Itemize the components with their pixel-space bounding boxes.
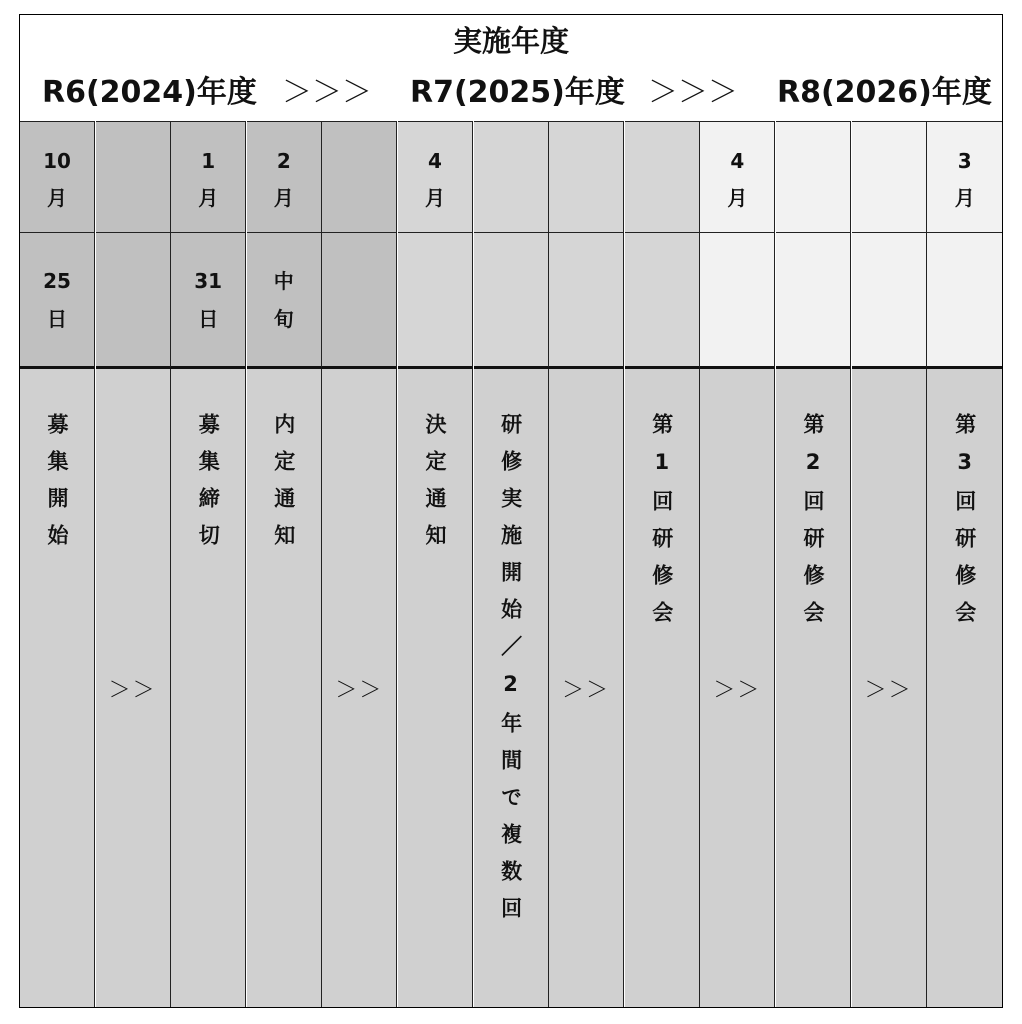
month-text: 月 — [727, 186, 748, 210]
day-cell — [927, 233, 1002, 369]
event-label: 募集開始 — [45, 413, 69, 561]
month-text: 月 — [273, 186, 294, 210]
timeline-column — [625, 121, 700, 1007]
arrow-label: ＞＞ — [864, 677, 913, 703]
timeline-column — [96, 121, 171, 1007]
event-cell — [474, 369, 549, 1007]
month-text: 1 — [201, 149, 216, 173]
page-title: 実施年度 — [452, 24, 569, 58]
month-cell — [549, 121, 624, 233]
day-text: 中 — [273, 268, 294, 293]
month-cell — [852, 121, 927, 233]
month-text: 4 — [730, 149, 745, 173]
month-label — [198, 143, 218, 217]
month-cell — [20, 121, 95, 233]
day-cell — [776, 233, 851, 369]
table-header — [20, 15, 1002, 121]
year-label-r8: R8(2026)年度 — [777, 75, 992, 110]
timeline-column — [549, 121, 624, 1007]
timeline-column — [322, 121, 397, 1007]
day-cell — [625, 233, 700, 369]
month-text: 10 — [43, 149, 71, 173]
event-cell — [625, 369, 700, 1007]
event-arrow-cell — [700, 369, 775, 1007]
month-text: 月 — [198, 186, 219, 210]
event-label: 第1回研修会 — [649, 413, 674, 638]
month-text: 4 — [428, 149, 442, 173]
event-arrow-cell — [549, 369, 624, 1007]
month-cell — [96, 121, 171, 233]
day-cell — [322, 233, 397, 369]
year-arrow-2: ＞＞＞ — [648, 75, 738, 110]
event-label: 決定通知 — [423, 413, 447, 561]
month-cell — [398, 121, 473, 233]
day-label — [194, 262, 222, 338]
day-cell — [96, 233, 171, 369]
month-cell — [322, 121, 397, 233]
day-text: 25 — [43, 268, 71, 293]
month-label — [43, 143, 71, 217]
day-cell — [20, 233, 95, 369]
day-cell — [474, 233, 549, 369]
day-text: 日 — [198, 306, 219, 331]
arrow-label: ＞＞ — [562, 677, 611, 703]
month-label — [425, 143, 445, 217]
timeline-column — [852, 121, 927, 1007]
month-cell — [247, 121, 322, 233]
timeline-grid — [20, 121, 1002, 1007]
timeline-column — [776, 121, 851, 1007]
month-text: 月 — [425, 186, 445, 210]
day-cell — [398, 233, 473, 369]
day-cell — [171, 233, 246, 369]
event-cell — [776, 369, 851, 1007]
event-label: 第2回研修会 — [801, 413, 825, 638]
day-cell — [852, 233, 927, 369]
day-cell — [247, 233, 322, 369]
event-cell — [247, 369, 322, 1007]
arrow-label: ＞＞ — [713, 677, 762, 703]
day-text: 31 — [194, 268, 223, 293]
event-label: 研修実施開始／2年間で複数回 — [498, 413, 523, 934]
timeline-column — [398, 121, 473, 1007]
timeline-column — [474, 121, 549, 1007]
month-label — [727, 143, 747, 217]
year-label-r7: R7(2025)年度 — [410, 75, 625, 110]
month-text: 月 — [47, 186, 67, 210]
month-cell — [700, 121, 775, 233]
month-label — [274, 143, 294, 217]
day-cell — [549, 233, 624, 369]
day-text: 旬 — [273, 306, 294, 331]
event-arrow-cell — [852, 369, 927, 1007]
timeline-column — [20, 121, 95, 1007]
timeline-column — [171, 121, 246, 1007]
month-text: 2 — [276, 149, 291, 173]
month-cell — [776, 121, 851, 233]
arrow-label: ＞＞ — [108, 677, 157, 703]
timeline-column — [927, 121, 1002, 1007]
month-text: 月 — [954, 186, 975, 210]
schedule-table — [19, 14, 1003, 1008]
event-cell — [20, 369, 95, 1007]
year-label-r6: R6(2024)年度 — [42, 75, 257, 110]
event-label: 募集締切 — [196, 413, 221, 561]
year-arrow-1: ＞＞＞ — [282, 75, 372, 110]
day-text: 日 — [47, 306, 67, 331]
event-label: 内定通知 — [271, 413, 296, 561]
month-cell — [474, 121, 549, 233]
month-text: 3 — [957, 149, 972, 173]
day-label — [274, 262, 294, 338]
event-cell — [398, 369, 473, 1007]
month-label — [955, 143, 975, 217]
timeline-column — [247, 121, 322, 1007]
event-cell — [171, 369, 246, 1007]
month-cell — [171, 121, 246, 233]
event-label: 第3回研修会 — [952, 413, 977, 638]
arrow-label: ＞＞ — [335, 677, 384, 703]
day-cell — [700, 233, 775, 369]
event-arrow-cell — [96, 369, 171, 1007]
month-cell — [927, 121, 1002, 233]
event-arrow-cell — [322, 369, 397, 1007]
day-label — [43, 262, 71, 338]
month-cell — [625, 121, 700, 233]
event-cell — [927, 369, 1002, 1007]
timeline-column — [700, 121, 775, 1007]
